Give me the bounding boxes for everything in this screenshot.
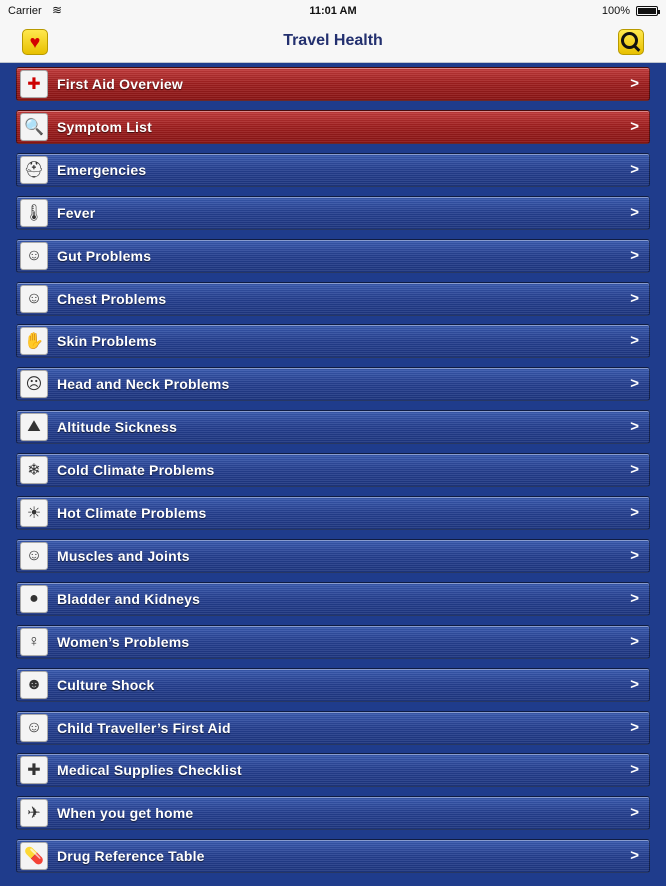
heart-icon: ♥ bbox=[29, 32, 41, 52]
menu-item-label: Hot Climate Problems bbox=[57, 505, 207, 521]
menu-item[interactable] bbox=[16, 453, 650, 487]
menu-item[interactable] bbox=[16, 67, 650, 101]
chevron-right-icon: > bbox=[630, 504, 639, 521]
menu-item[interactable] bbox=[16, 110, 650, 144]
menu-item[interactable] bbox=[16, 711, 650, 745]
skin-icon: ✋ bbox=[20, 327, 48, 355]
wifi-icon: ≋ bbox=[52, 3, 63, 17]
chevron-right-icon: > bbox=[630, 675, 639, 693]
status-bar bbox=[0, 0, 666, 24]
chevron-right-icon: > bbox=[630, 546, 639, 564]
chevron-right-icon: > bbox=[630, 589, 639, 607]
menu-item[interactable] bbox=[16, 625, 650, 659]
menu-item-label: Skin Problems bbox=[57, 333, 157, 350]
battery-icon bbox=[636, 6, 658, 16]
find-icon: 🔍 bbox=[20, 113, 48, 141]
menu-item-label: Head and Neck Problems bbox=[57, 376, 230, 393]
menu-item[interactable] bbox=[16, 239, 650, 273]
menu-item[interactable] bbox=[16, 796, 650, 830]
menu-item[interactable] bbox=[16, 539, 650, 573]
search-icon bbox=[621, 32, 638, 49]
menu-item-label: Muscles and Joints bbox=[57, 547, 190, 564]
menu-list[interactable] bbox=[0, 63, 666, 886]
mountain-icon: ⛰ bbox=[20, 413, 48, 441]
culture-icon: ☻ bbox=[20, 671, 48, 699]
snow-icon: ❄ bbox=[20, 456, 48, 484]
airplane-icon: ✈ bbox=[20, 799, 48, 827]
chevron-right-icon: > bbox=[630, 461, 639, 479]
menu-item[interactable] bbox=[16, 324, 650, 358]
battery-percent: 100% bbox=[601, 5, 630, 17]
muscle-icon: ☺ bbox=[20, 542, 48, 570]
menu-item[interactable] bbox=[16, 839, 650, 873]
menu-item-label: Emergencies bbox=[57, 161, 147, 178]
chevron-right-icon: > bbox=[630, 117, 639, 135]
menu-item[interactable] bbox=[16, 668, 650, 702]
chevron-right-icon: > bbox=[630, 75, 639, 92]
chevron-right-icon: > bbox=[630, 246, 639, 264]
woman-icon: ♀ bbox=[20, 628, 48, 656]
page-title: Travel Health bbox=[283, 32, 383, 49]
head-icon: ☹ bbox=[20, 370, 48, 398]
menu-item-label: Fever bbox=[57, 204, 96, 221]
menu-item[interactable] bbox=[16, 496, 650, 530]
menu-item-label: Child Traveller’s First Aid bbox=[57, 719, 231, 736]
chevron-right-icon: > bbox=[630, 847, 639, 865]
menu-item-label: Chest Problems bbox=[57, 290, 167, 307]
menu-item[interactable] bbox=[16, 753, 650, 787]
sun-icon: ☀ bbox=[20, 499, 48, 527]
menu-item-label: Drug Reference Table bbox=[57, 848, 205, 865]
pills-icon: 💊 bbox=[20, 842, 48, 870]
search-button[interactable] bbox=[618, 29, 644, 55]
menu-item[interactable] bbox=[16, 196, 650, 230]
chevron-right-icon: > bbox=[630, 160, 639, 178]
menu-item-label: Gut Problems bbox=[57, 247, 152, 264]
chest-icon: ☺ bbox=[20, 285, 48, 313]
menu-item-label: Symptom List bbox=[57, 118, 152, 135]
menu-item[interactable] bbox=[16, 367, 650, 401]
chevron-right-icon: > bbox=[630, 761, 639, 779]
red-cross-icon: ✚ bbox=[20, 70, 48, 98]
clock: 11:01 AM bbox=[309, 5, 357, 17]
chevron-right-icon: > bbox=[630, 632, 639, 650]
chevron-right-icon: > bbox=[630, 718, 639, 736]
fever-icon: 🌡 bbox=[20, 199, 48, 227]
chevron-right-icon: > bbox=[630, 203, 639, 221]
menu-item[interactable] bbox=[16, 582, 650, 616]
menu-item-label: Bladder and Kidneys bbox=[57, 590, 201, 607]
help-button-icon: ⛑ bbox=[20, 156, 48, 184]
menu-item-label: Culture Shock bbox=[57, 676, 155, 693]
menu-item-label: When you get home bbox=[57, 805, 194, 822]
menu-item[interactable] bbox=[16, 153, 650, 187]
first-aid-kit-icon: ✚ bbox=[20, 756, 48, 784]
kidney-icon: ● bbox=[20, 585, 48, 613]
menu-item-label: Medical Supplies Checklist bbox=[57, 762, 242, 779]
chevron-right-icon: > bbox=[630, 804, 639, 822]
menu-item-label: Cold Climate Problems bbox=[57, 462, 215, 479]
chevron-right-icon: > bbox=[630, 332, 639, 350]
chevron-right-icon: > bbox=[630, 375, 639, 393]
menu-item[interactable] bbox=[16, 282, 650, 316]
menu-item-label: Women’s Problems bbox=[57, 633, 190, 650]
navigation-bar bbox=[0, 24, 666, 63]
gut-icon: ☺ bbox=[20, 242, 48, 270]
menu-item-label: Altitude Sickness bbox=[57, 419, 178, 436]
menu-item-label: First Aid Overview bbox=[57, 76, 184, 92]
child-icon: ☺ bbox=[20, 714, 48, 742]
chevron-right-icon: > bbox=[630, 418, 639, 436]
menu-item[interactable] bbox=[16, 410, 650, 444]
chevron-right-icon: > bbox=[630, 289, 639, 307]
carrier-label: Carrier bbox=[8, 5, 42, 17]
